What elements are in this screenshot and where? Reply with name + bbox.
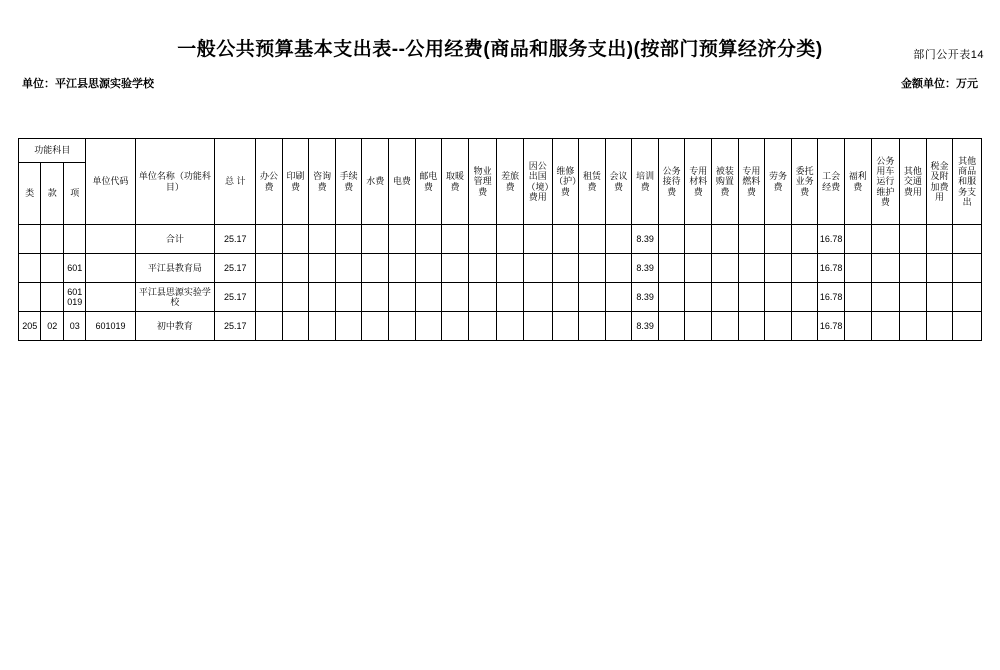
cell-v26 (953, 225, 982, 254)
cell-v26 (953, 254, 982, 283)
cell-unit-name: 平江县思源实验学校 (135, 283, 215, 312)
header-col-0: 办公费 (256, 139, 283, 225)
header-col-7: 取暖费 (442, 139, 469, 225)
cell-v11 (552, 312, 579, 341)
cell-unit-name: 初中教育 (135, 312, 215, 341)
header-col-2: 咨询费 (309, 139, 336, 225)
page-title: 一般公共预算基本支出表--公用经费(商品和服务支出)(按部门预算经济分类) (177, 39, 823, 60)
cell-xiang: 601019 (63, 283, 86, 312)
cell-v0 (256, 254, 283, 283)
unit-label: 单位：平江县思源实验学校 (22, 78, 154, 90)
cell-v25 (926, 254, 953, 283)
header-unit-code: 单位代码 (86, 139, 135, 225)
amount-unit-label: 金额单位：万元 (901, 78, 978, 90)
cell-v5 (389, 283, 416, 312)
cell-v6 (415, 283, 442, 312)
cell-v19 (765, 254, 792, 283)
header-unit-name: 单位名称（功能科目） (135, 139, 215, 225)
cell-v4 (362, 312, 389, 341)
header-col-16: 专用材料费 (685, 139, 712, 225)
cell-unit-code (86, 283, 135, 312)
cell-kuan (41, 283, 63, 312)
cell-v24 (900, 254, 927, 283)
cell-v8 (468, 225, 497, 254)
cell-v13 (605, 225, 632, 254)
cell-v20 (791, 254, 818, 283)
cell-lei (19, 283, 41, 312)
cell-xiang (63, 225, 86, 254)
cell-v15 (658, 312, 685, 341)
cell-v19 (765, 225, 792, 254)
budget-table-wrap (18, 138, 982, 341)
cell-v6 (415, 225, 442, 254)
cell-v17 (712, 312, 739, 341)
cell-v21: 16.78 (818, 283, 845, 312)
cell-kuan: 02 (41, 312, 63, 341)
cell-v7 (442, 254, 469, 283)
cell-v16 (685, 312, 712, 341)
cell-v0 (256, 312, 283, 341)
cell-v9 (497, 312, 524, 341)
cell-v20 (791, 312, 818, 341)
cell-v20 (791, 283, 818, 312)
cell-v17 (712, 254, 739, 283)
header-col-20: 委托业务费 (791, 139, 818, 225)
cell-v10 (523, 225, 552, 254)
cell-xiang: 03 (63, 312, 86, 341)
table-row (19, 225, 982, 254)
cell-v6 (415, 312, 442, 341)
cell-v25 (926, 225, 953, 254)
cell-v14: 8.39 (632, 312, 659, 341)
cell-v3 (335, 225, 362, 254)
cell-unit-code (86, 225, 135, 254)
header-col-9: 差旅费 (497, 139, 524, 225)
cell-v13 (605, 283, 632, 312)
cell-v26 (953, 283, 982, 312)
header-col-14: 培训费 (632, 139, 659, 225)
cell-v25 (926, 283, 953, 312)
document-page (0, 34, 1000, 670)
cell-kuan (41, 225, 63, 254)
table-body (19, 225, 982, 341)
cell-v4 (362, 225, 389, 254)
header-col-3: 手续费 (335, 139, 362, 225)
header-col-17: 被装购置费 (712, 139, 739, 225)
cell-v21: 16.78 (818, 254, 845, 283)
cell-total: 25.17 (215, 254, 256, 283)
cell-v7 (442, 283, 469, 312)
form-number-note: 部门公开表14 (913, 49, 984, 61)
cell-unit-name: 合计 (135, 225, 215, 254)
cell-v24 (900, 225, 927, 254)
header-col-21: 工会经费 (818, 139, 845, 225)
cell-v3 (335, 283, 362, 312)
cell-v16 (685, 254, 712, 283)
cell-v19 (765, 312, 792, 341)
cell-total: 25.17 (215, 225, 256, 254)
cell-v20 (791, 225, 818, 254)
cell-v18 (738, 225, 765, 254)
header-col-1: 印刷费 (282, 139, 309, 225)
cell-v10 (523, 312, 552, 341)
cell-v2 (309, 312, 336, 341)
cell-total: 25.17 (215, 283, 256, 312)
cell-v8 (468, 283, 497, 312)
cell-v9 (497, 225, 524, 254)
cell-v11 (552, 283, 579, 312)
cell-v2 (309, 283, 336, 312)
cell-v9 (497, 283, 524, 312)
cell-v18 (738, 254, 765, 283)
cell-unit-code (86, 254, 135, 283)
cell-v24 (900, 312, 927, 341)
cell-v26 (953, 312, 982, 341)
cell-v18 (738, 312, 765, 341)
header-col-25: 税金及附加费用 (926, 139, 953, 225)
cell-v3 (335, 312, 362, 341)
table-header-row-1 (19, 139, 982, 163)
cell-xiang: 601 (63, 254, 86, 283)
header-col-6: 邮电费 (415, 139, 442, 225)
cell-v5 (389, 254, 416, 283)
header-col-8: 物业管理费 (468, 139, 497, 225)
cell-v7 (442, 225, 469, 254)
cell-v2 (309, 254, 336, 283)
cell-v15 (658, 254, 685, 283)
table-row (19, 312, 982, 341)
cell-v12 (579, 283, 606, 312)
cell-v1 (282, 254, 309, 283)
cell-v22 (844, 225, 871, 254)
header-col-26: 其他商品和服务支出 (953, 139, 982, 225)
cell-v10 (523, 254, 552, 283)
header-kuan: 款 (41, 163, 63, 225)
cell-v4 (362, 254, 389, 283)
cell-v12 (579, 254, 606, 283)
header-col-11: 维修（护）费 (552, 139, 579, 225)
cell-v1 (282, 312, 309, 341)
cell-v17 (712, 225, 739, 254)
cell-v12 (579, 225, 606, 254)
header-xiang: 项 (63, 163, 86, 225)
table-row (19, 283, 982, 312)
cell-kuan (41, 254, 63, 283)
header-function-subject: 功能科目 (19, 139, 86, 163)
cell-v5 (389, 225, 416, 254)
meta-row (0, 75, 1000, 91)
cell-total: 25.17 (215, 312, 256, 341)
header-col-4: 水费 (362, 139, 389, 225)
cell-v2 (309, 225, 336, 254)
cell-v16 (685, 283, 712, 312)
header-col-12: 租赁费 (579, 139, 606, 225)
header-col-5: 电费 (389, 139, 416, 225)
cell-v21: 16.78 (818, 312, 845, 341)
cell-v22 (844, 312, 871, 341)
cell-v10 (523, 283, 552, 312)
budget-table (18, 138, 982, 341)
header-col-10: 因公出国（境）费用 (523, 139, 552, 225)
cell-v24 (900, 283, 927, 312)
cell-unit-name: 平江县教育局 (135, 254, 215, 283)
cell-v0 (256, 283, 283, 312)
cell-v6 (415, 254, 442, 283)
cell-v15 (658, 225, 685, 254)
cell-v12 (579, 312, 606, 341)
cell-v15 (658, 283, 685, 312)
cell-v14: 8.39 (632, 225, 659, 254)
cell-v8 (468, 312, 497, 341)
cell-v1 (282, 283, 309, 312)
cell-v9 (497, 254, 524, 283)
cell-v25 (926, 312, 953, 341)
header-col-22: 福利费 (844, 139, 871, 225)
cell-v16 (685, 225, 712, 254)
cell-v8 (468, 254, 497, 283)
cell-v3 (335, 254, 362, 283)
cell-v23 (871, 283, 900, 312)
cell-v17 (712, 283, 739, 312)
cell-v5 (389, 312, 416, 341)
header-col-19: 劳务费 (765, 139, 792, 225)
cell-lei (19, 225, 41, 254)
cell-lei (19, 254, 41, 283)
cell-v22 (844, 283, 871, 312)
cell-v1 (282, 225, 309, 254)
cell-v14: 8.39 (632, 283, 659, 312)
cell-v13 (605, 312, 632, 341)
cell-unit-code: 601019 (86, 312, 135, 341)
table-row (19, 254, 982, 283)
cell-v23 (871, 225, 900, 254)
header-col-13: 会议费 (605, 139, 632, 225)
cell-v18 (738, 283, 765, 312)
header-total: 总 计 (215, 139, 256, 225)
cell-v14: 8.39 (632, 254, 659, 283)
cell-v23 (871, 312, 900, 341)
header-lei: 类 (19, 163, 41, 225)
header-col-24: 其他交通费用 (900, 139, 927, 225)
cell-v21: 16.78 (818, 225, 845, 254)
cell-v11 (552, 254, 579, 283)
cell-v4 (362, 283, 389, 312)
header-col-23: 公务用车运行维护费 (871, 139, 900, 225)
cell-v22 (844, 254, 871, 283)
header-col-15: 公务接待费 (658, 139, 685, 225)
cell-v19 (765, 283, 792, 312)
header-col-18: 专用燃料费 (738, 139, 765, 225)
cell-v0 (256, 225, 283, 254)
cell-lei: 205 (19, 312, 41, 341)
cell-v7 (442, 312, 469, 341)
cell-v23 (871, 254, 900, 283)
cell-v11 (552, 225, 579, 254)
cell-v13 (605, 254, 632, 283)
